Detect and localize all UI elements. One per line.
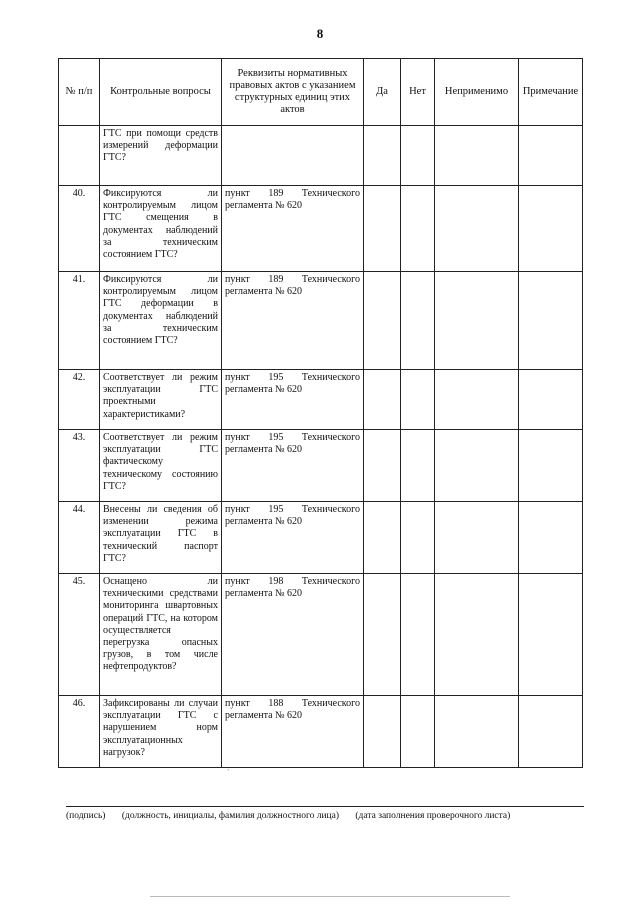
table-row (59, 696, 583, 768)
row-number: 45. (59, 574, 100, 696)
cell-yes[interactable] (364, 272, 401, 370)
row-requisites: пункт 188 Технического регламента № 620 (222, 696, 364, 768)
row-number: 46. (59, 696, 100, 768)
cell-not-applicable[interactable] (435, 272, 519, 370)
row-number: 42. (59, 370, 100, 430)
cell-no[interactable] (401, 272, 435, 370)
table-row (59, 370, 583, 430)
cell-note[interactable] (519, 370, 583, 430)
date-caption: (дата заполнения проверочного листа) (355, 811, 511, 821)
table-row (59, 430, 583, 502)
row-requisites: пункт 189 Технического регламента № 620 (222, 186, 364, 272)
row-question: Фиксируются ли контролируемым лицом ГТС смещения в документах наблюдений за техническим состоянием ГТС? (100, 186, 222, 272)
cell-no[interactable] (401, 430, 435, 502)
row-number (59, 126, 100, 186)
table-row (59, 502, 583, 574)
row-question: Фиксируются ли контролируемым лицом ГТС деформации в документах наблюдений за техническим состоянием ГТС? (100, 272, 222, 370)
row-question: Внесены ли сведения об изменении режима эксплуатации ГТС в технический паспорт ГТС? (100, 502, 222, 574)
row-requisites: пункт 195 Технического регламента № 620 (222, 430, 364, 502)
cell-yes[interactable] (364, 696, 401, 768)
cell-note[interactable] (519, 272, 583, 370)
cell-no[interactable] (401, 696, 435, 768)
bottom-rule (150, 896, 510, 897)
signature-captions (66, 811, 586, 821)
checklist-table (58, 58, 583, 768)
cell-note[interactable] (519, 696, 583, 768)
header-not-applicable: Неприменимо (435, 59, 519, 126)
row-requisites (222, 126, 364, 186)
header-requisites: Реквизиты нормативных правовых актов с указанием структурных единиц этих актов (222, 59, 364, 126)
row-requisites: пункт 195 Технического регламента № 620 (222, 502, 364, 574)
cell-not-applicable[interactable] (435, 126, 519, 186)
row-number: 43. (59, 430, 100, 502)
row-requisites: пункт 195 Технического регламента № 620 (222, 370, 364, 430)
cell-yes[interactable] (364, 430, 401, 502)
header-num: № п/п (59, 59, 100, 126)
cell-note[interactable] (519, 502, 583, 574)
table-row (59, 574, 583, 696)
row-requisites: пункт 198 Технического регламента № 620 (222, 574, 364, 696)
cell-yes[interactable] (364, 502, 401, 574)
row-number: 40. (59, 186, 100, 272)
cell-note[interactable] (519, 126, 583, 186)
row-question: Зафиксированы ли случаи эксплуатации ГТС с нарушением норм эксплуатационных нагрузок? (100, 696, 222, 768)
row-question: ГТС при помощи средств измерений деформации ГТС? (100, 126, 222, 186)
signature-caption: (подпись) (66, 811, 106, 821)
cell-not-applicable[interactable] (435, 186, 519, 272)
cell-note[interactable] (519, 430, 583, 502)
header-no: Нет (401, 59, 435, 126)
row-number: 41. (59, 272, 100, 370)
table-row (59, 186, 583, 272)
cell-not-applicable[interactable] (435, 696, 519, 768)
cell-no[interactable] (401, 186, 435, 272)
page-number: 8 (316, 26, 324, 41)
signature-line (66, 806, 584, 807)
cell-no[interactable] (401, 574, 435, 696)
table-row (59, 272, 583, 370)
row-question: Оснащено ли техническими средствами мониторинга швартовных операций ГТС, на котором осуществляется перегрузка опасных грузов, в том числе нефтепродуктов? (100, 574, 222, 696)
cell-no[interactable] (401, 370, 435, 430)
header-question: Контрольные вопросы (100, 59, 222, 126)
cell-yes[interactable] (364, 126, 401, 186)
cell-yes[interactable] (364, 370, 401, 430)
row-question: Соответствует ли режим эксплуатации ГТС фактическому техническому состоянию ГТС? (100, 430, 222, 502)
cell-note[interactable] (519, 574, 583, 696)
table-row (59, 126, 583, 186)
cell-not-applicable[interactable] (435, 370, 519, 430)
row-requisites: пункт 189 Технического регламента № 620 (222, 272, 364, 370)
cell-no[interactable] (401, 502, 435, 574)
cell-note[interactable] (519, 186, 583, 272)
official-caption: (должность, инициалы, фамилия должностного лица) (121, 811, 340, 821)
row-number: 44. (59, 502, 100, 574)
header-yes: Да (364, 59, 401, 126)
header-note: Примечание (519, 59, 583, 126)
cell-not-applicable[interactable] (435, 574, 519, 696)
table-header-row (59, 59, 583, 126)
cell-no[interactable] (401, 126, 435, 186)
cell-yes[interactable] (364, 186, 401, 272)
cell-yes[interactable] (364, 574, 401, 696)
cell-not-applicable[interactable] (435, 502, 519, 574)
stray-mark: ` (227, 768, 230, 777)
row-question: Соответствует ли режим эксплуатации ГТС проектными характеристиками? (100, 370, 222, 430)
cell-not-applicable[interactable] (435, 430, 519, 502)
